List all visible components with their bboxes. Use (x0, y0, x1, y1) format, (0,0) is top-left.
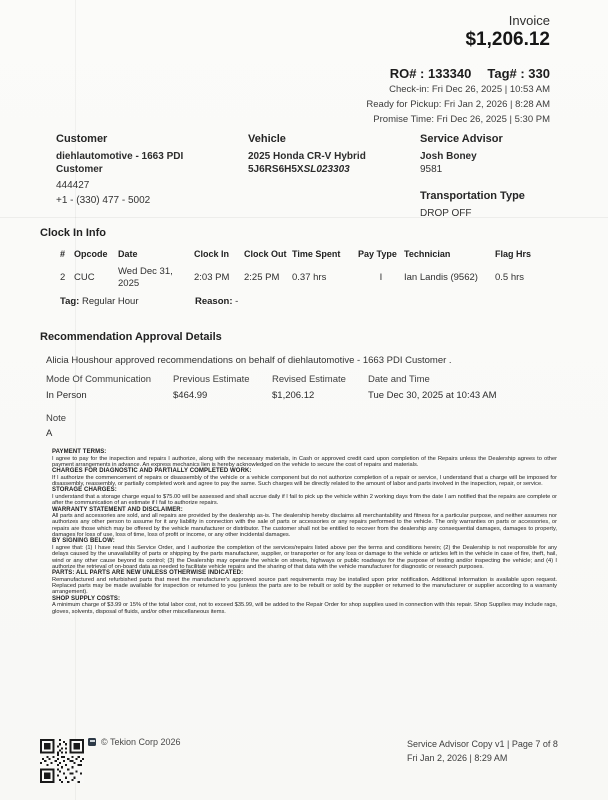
parts-body: Remanufactured and refurbished parts that meet the manufacturer's approved source part requirements may be installed upon prior notification. Additional information is available upon request. Replaced parts may be made available for inspection or returned to you (unless the parts are to be rebuilt or sold by the supplier or returned to the manufacturer or supplier according to a warranty arrangement). (52, 576, 557, 596)
recommendation-title: Recommendation Approval Details (40, 331, 222, 343)
reason-value: - (232, 296, 239, 307)
vin-prefix: 5J6RS6H5X (248, 164, 304, 175)
col-header-time-spent: Time Spent (292, 249, 341, 259)
payment-terms-heading: PAYMENT TERMS: (52, 449, 107, 455)
diagnostic-charges-heading: CHARGES FOR DIAGNOSTIC AND PARTIALLY COMPLETED WORK: (52, 468, 252, 475)
tekion-logo-icon (88, 738, 96, 746)
previous-estimate-label: Previous Estimate (173, 374, 250, 385)
cell-flag-hrs: 0.5 hrs (495, 271, 525, 283)
col-header-clock-in: Clock In (194, 249, 230, 259)
revised-estimate-value: $1,206.12 (272, 390, 315, 401)
storage-charges-body: I understand that a storage charge equal to $75.00 will be assessed and shall accrue daily if I fail to pick up the vehicle within 2 working days from the date I am notified that the repairs are complete or after the communication of an estimate if I fail to authorize repairs. (52, 493, 557, 507)
cell-pay-type: I (379, 271, 383, 283)
date-and-time-value: Tue Dec 30, 2025 at 10:43 AM (368, 390, 497, 401)
reason-label: Reason: (195, 296, 233, 307)
invoice-header (366, 13, 550, 127)
invoice-amount: $1,206.12 (465, 29, 550, 50)
copyright-text: © Tekion Corp 2026 (101, 737, 181, 747)
cell-opcode: CUC (74, 271, 95, 283)
cell-date: Wed Dec 31, 2025 (118, 266, 173, 289)
ro-tag-line (366, 66, 550, 82)
footer-copyright (88, 737, 181, 747)
revised-estimate-label: Revised Estimate (272, 374, 346, 385)
customer-id: 444427 (56, 180, 90, 191)
previous-estimate-value: $464.99 (173, 390, 208, 401)
cell-number: 2 (60, 271, 66, 283)
date-and-time (368, 374, 497, 402)
col-header-number: # (60, 249, 66, 259)
date-and-time-label: Date and Time (368, 374, 430, 385)
cell-technician: Ian Landis (9562) (404, 271, 478, 283)
section-divider (0, 217, 608, 218)
customer-name: diehlautomotive - 1663 PDI Customer (56, 151, 184, 175)
service-advisor-name: Josh Boney (420, 151, 477, 162)
warranty-disclaimer-heading: WARRANTY STATEMENT AND DISCLAIMER: (52, 506, 183, 513)
customer-phone: +1 - (330) 477 - 5002 (56, 195, 151, 206)
service-advisor-block (420, 133, 570, 220)
mode-of-communication (46, 374, 151, 402)
note-block (46, 413, 66, 440)
customer-label: Customer (56, 133, 108, 145)
parts-heading: PARTS: ALL PARTS ARE NEW UNLESS OTHERWISE INDICATED: (52, 570, 244, 577)
col-header-flag-hrs: Flag Hrs (495, 249, 532, 259)
tag-number: Tag# : 330 (487, 66, 550, 81)
mode-of-communication-label: Mode Of Communication (46, 374, 152, 385)
vehicle-block (248, 133, 408, 176)
cell-clock-in: 2:03 PM (194, 271, 230, 283)
transportation-type-label: Transportation Type (420, 190, 525, 202)
clock-in-table-row (60, 266, 552, 289)
mode-of-communication-value: In Person (46, 390, 87, 401)
vehicle-vin (248, 163, 408, 176)
qr-code (40, 739, 84, 783)
shop-supply-costs-body: A minimum charge of $3.99 or 15% of the total labor cost, not to exceed $35.99, will be added to the Repair Order for shop supplies used in connection with this repair. Shop Supplies may include rags, gloves, solvents, disposal of fluids, and/or other miscellaneous items. (52, 602, 557, 615)
storage-charges-heading: STORAGE CHARGES: (52, 487, 117, 494)
footer-print-info (407, 737, 558, 765)
cell-clock-out: 2:25 PM (244, 271, 280, 283)
cell-time-spent: 0.37 hrs (292, 271, 327, 283)
promise-time: Promise Time: Fri Dec 26, 2025 | 5:30 PM (373, 114, 550, 125)
previous-estimate (173, 374, 250, 402)
tag-value: Regular Hour (79, 296, 139, 307)
clock-in-table-header (60, 249, 552, 261)
recommendation-columns (46, 374, 566, 408)
service-advisor-id: 9581 (420, 164, 443, 175)
ready-for-pickup-time: Ready for Pickup: Fri Jan 2, 2026 | 8:28 AM (366, 99, 550, 110)
copy-page-info: Service Advisor Copy v1 | Page 7 of 8 (407, 739, 558, 749)
col-header-opcode: Opcode (74, 249, 108, 259)
note-value: A (46, 428, 53, 439)
reason-line (195, 296, 238, 307)
tag-reason-line (60, 296, 239, 307)
ro-number: RO# : 133340 (389, 66, 472, 81)
transportation-type-value: DROP OFF (420, 208, 472, 219)
print-timestamp: Fri Jan 2, 2026 | 8:29 AM (407, 753, 508, 763)
col-header-technician: Technician (404, 249, 451, 259)
note-label: Note (46, 413, 67, 424)
vin-suffix: SL023303 (303, 164, 350, 175)
revised-estimate (272, 374, 346, 402)
transportation-type-block (420, 190, 570, 220)
vehicle-model: 2025 Honda CR-V Hybrid (248, 151, 366, 162)
tag-label: Tag: (60, 296, 80, 307)
shop-supply-costs-heading: SHOP SUPPLY COSTS: (52, 595, 121, 602)
warranty-disclaimer-body: All parts and accessories are sold, and all repairs are provided by the dealership as-is. The dealership hereby disclaims all merchantability and fitness for a particular purpose, and neither assumes nor authorizes any other person to assume for it any liability in connection with the sale of parts or accessories or any repairs performed to the vehicle. The only warranties on parts or accessories, or repairs are those which may be offered by the vehicle manufacturer or distributor. The customer shall not be entitled to recover from the dealership any consequential damages, damages to property, damages for loss of use, loss of time, loss of profit or income, or any other incidental damages. (52, 513, 557, 539)
diagnostic-charges-body: If I authorize the commencement of repairs or disassembly of the vehicle or a vehicle component but do not authorize completion of a repair or service, I understand that a charge will be imposed for disassembly, reassembly, or partially completed work and agree to pay the same. Such charges will be directly related to the amount of labor and parts involved in the inspection, repair, or service. (52, 474, 557, 488)
invoice-title: Invoice (508, 13, 550, 28)
vehicle-label: Vehicle (248, 133, 286, 145)
checkin-time: Check-in: Fri Dec 26, 2025 | 10:53 AM (389, 84, 550, 95)
payment-terms-body: I agree to pay for the inspection and repairs I authorize, along with the necessary materials, in Cash or approved credit card upon completion of the Repairs unless the Dealership agrees to other payment arrangements in advance. An express mechanics lien is hereby acknowledged on the vehicle to secure the cost of repairs and materials. (52, 455, 557, 468)
col-header-clock-out: Clock Out (244, 249, 287, 259)
clock-in-info-title: Clock In Info (40, 227, 106, 239)
by-signing-below-body: I agree that: (1) I have read this Service Order, and I authorize the completion of the services/repairs listed above per the terms and conditions herein; (2) the Dealership is not responsible for any delays caused by the unavailability of parts or shipping by the parts manufacturer, supplier, or transporter or for any loss or damage to the vehicle or articles left in the vehicle in case of fire, theft, hail, wind or any other cause beyond its control; (3) the Dealership may operate the vehicle on streets, highways or public roadways for the purpose of testing and/or inspecting the vehicle; and (4) I authorize the retrieval of on-board data as needed to facilitate vehicle repairs and the sharing of that data with the vehicle manufacturer for diagnostic or research purposes. (52, 544, 557, 570)
by-signing-below-heading: BY SIGNING BELOW: (52, 538, 115, 545)
customer-block (56, 133, 191, 207)
recommendation-statement: Alicia Houshour approved recommendations on behalf of diehlautomotive - 1663 PDI Customer . (46, 355, 452, 366)
col-header-pay-type: Pay Type (358, 249, 397, 259)
terms-and-conditions (52, 449, 557, 615)
col-header-date: Date (118, 249, 138, 259)
service-advisor-label: Service Advisor (420, 133, 503, 145)
